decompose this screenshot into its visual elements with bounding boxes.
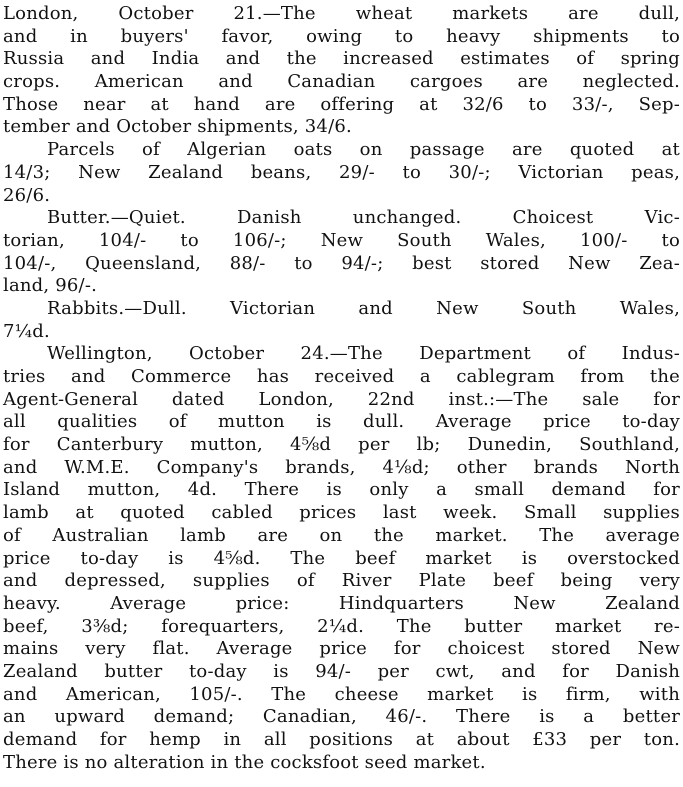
text-line: torian, 104/- to 106/-; New South Wales, 100/- to (3, 229, 680, 251)
text-line: demand for hemp in all positions at about £33 per ton. (3, 729, 680, 750)
text-line: and depressed, supplies of River Plate beef being very (3, 570, 680, 592)
text-line: and in buyers' favor, owing to heavy shipments to (3, 25, 680, 47)
text-line: London, October 21.—The wheat markets are dull, (3, 3, 680, 24)
paragraph (3, 343, 680, 774)
text-line: tries and Commerce has received a cablegram from the (3, 366, 680, 387)
paragraph (3, 207, 680, 298)
text-line: 104/-, Queensland, 88/- to 94/-; best stored New Zea- (3, 252, 680, 274)
text-line: 7¼d. (3, 320, 50, 342)
paragraph (3, 139, 680, 207)
text-line: an upward demand; Canadian, 46/-. There is a better (3, 706, 680, 728)
paragraph (3, 298, 680, 343)
text-line: for Canterbury mutton, 4⅝d per lb; Dunedin, Southland, (3, 434, 680, 456)
text-line: There is no alteration in the cocksfoot seed market. (3, 751, 486, 773)
text-line: beef, 3⅜d; forequarters, 2¼d. The butter market re- (3, 615, 680, 637)
text-line: Island mutton, 4d. There is only a small demand for (3, 479, 680, 501)
text-line: Wellington, October 24.—The Department of Indus- (47, 343, 680, 365)
text-line: tember and October shipments, 34/6. (3, 116, 352, 138)
text-line: price to-day is 4⅝d. The beef market is overstocked (3, 547, 680, 569)
paragraph (3, 3, 680, 139)
text-line: and American, 105/-. The cheese market is firm, with (3, 683, 680, 705)
text-line: Butter.—Quiet. Danish unchanged. Choicest Vic- (47, 207, 680, 229)
text-line: and W.M.E. Company's brands, 4⅛d; other brands North (3, 456, 680, 478)
text-line: Rabbits.—Dull. Victorian and New South Wales, (47, 297, 680, 319)
text-line: Zealand butter to-day is 94/- per cwt, and for Danish (3, 660, 680, 682)
text-line: all qualities of mutton is dull. Average price to-day (3, 411, 680, 433)
text-line: lamb at quoted cabled prices last week. Small supplies (3, 502, 680, 524)
text-line: land, 96/-. (3, 275, 98, 297)
text-line: 14/3; New Zealand beans, 29/- to 30/-; Victorian peas, (3, 161, 680, 183)
market-report-article (3, 3, 680, 774)
text-line: crops. American and Canadian cargoes are neglected. (3, 71, 680, 93)
text-line: heavy. Average price: Hindquarters New Zealand (3, 592, 680, 614)
text-line: Those near at hand are offering at 32/6 to 33/-, Sep- (3, 93, 680, 115)
text-line: Parcels of Algerian oats on passage are quoted at (47, 139, 680, 161)
text-line: Russia and India and the increased estimates of spring (3, 48, 680, 70)
text-line: of Australian lamb are on the market. The average (3, 524, 680, 546)
text-line: Agent-General dated London, 22nd inst.:—The sale for (3, 388, 680, 410)
text-line: 26/6. (3, 184, 51, 206)
text-line: mains very flat. Average price for choicest stored New (3, 638, 680, 660)
